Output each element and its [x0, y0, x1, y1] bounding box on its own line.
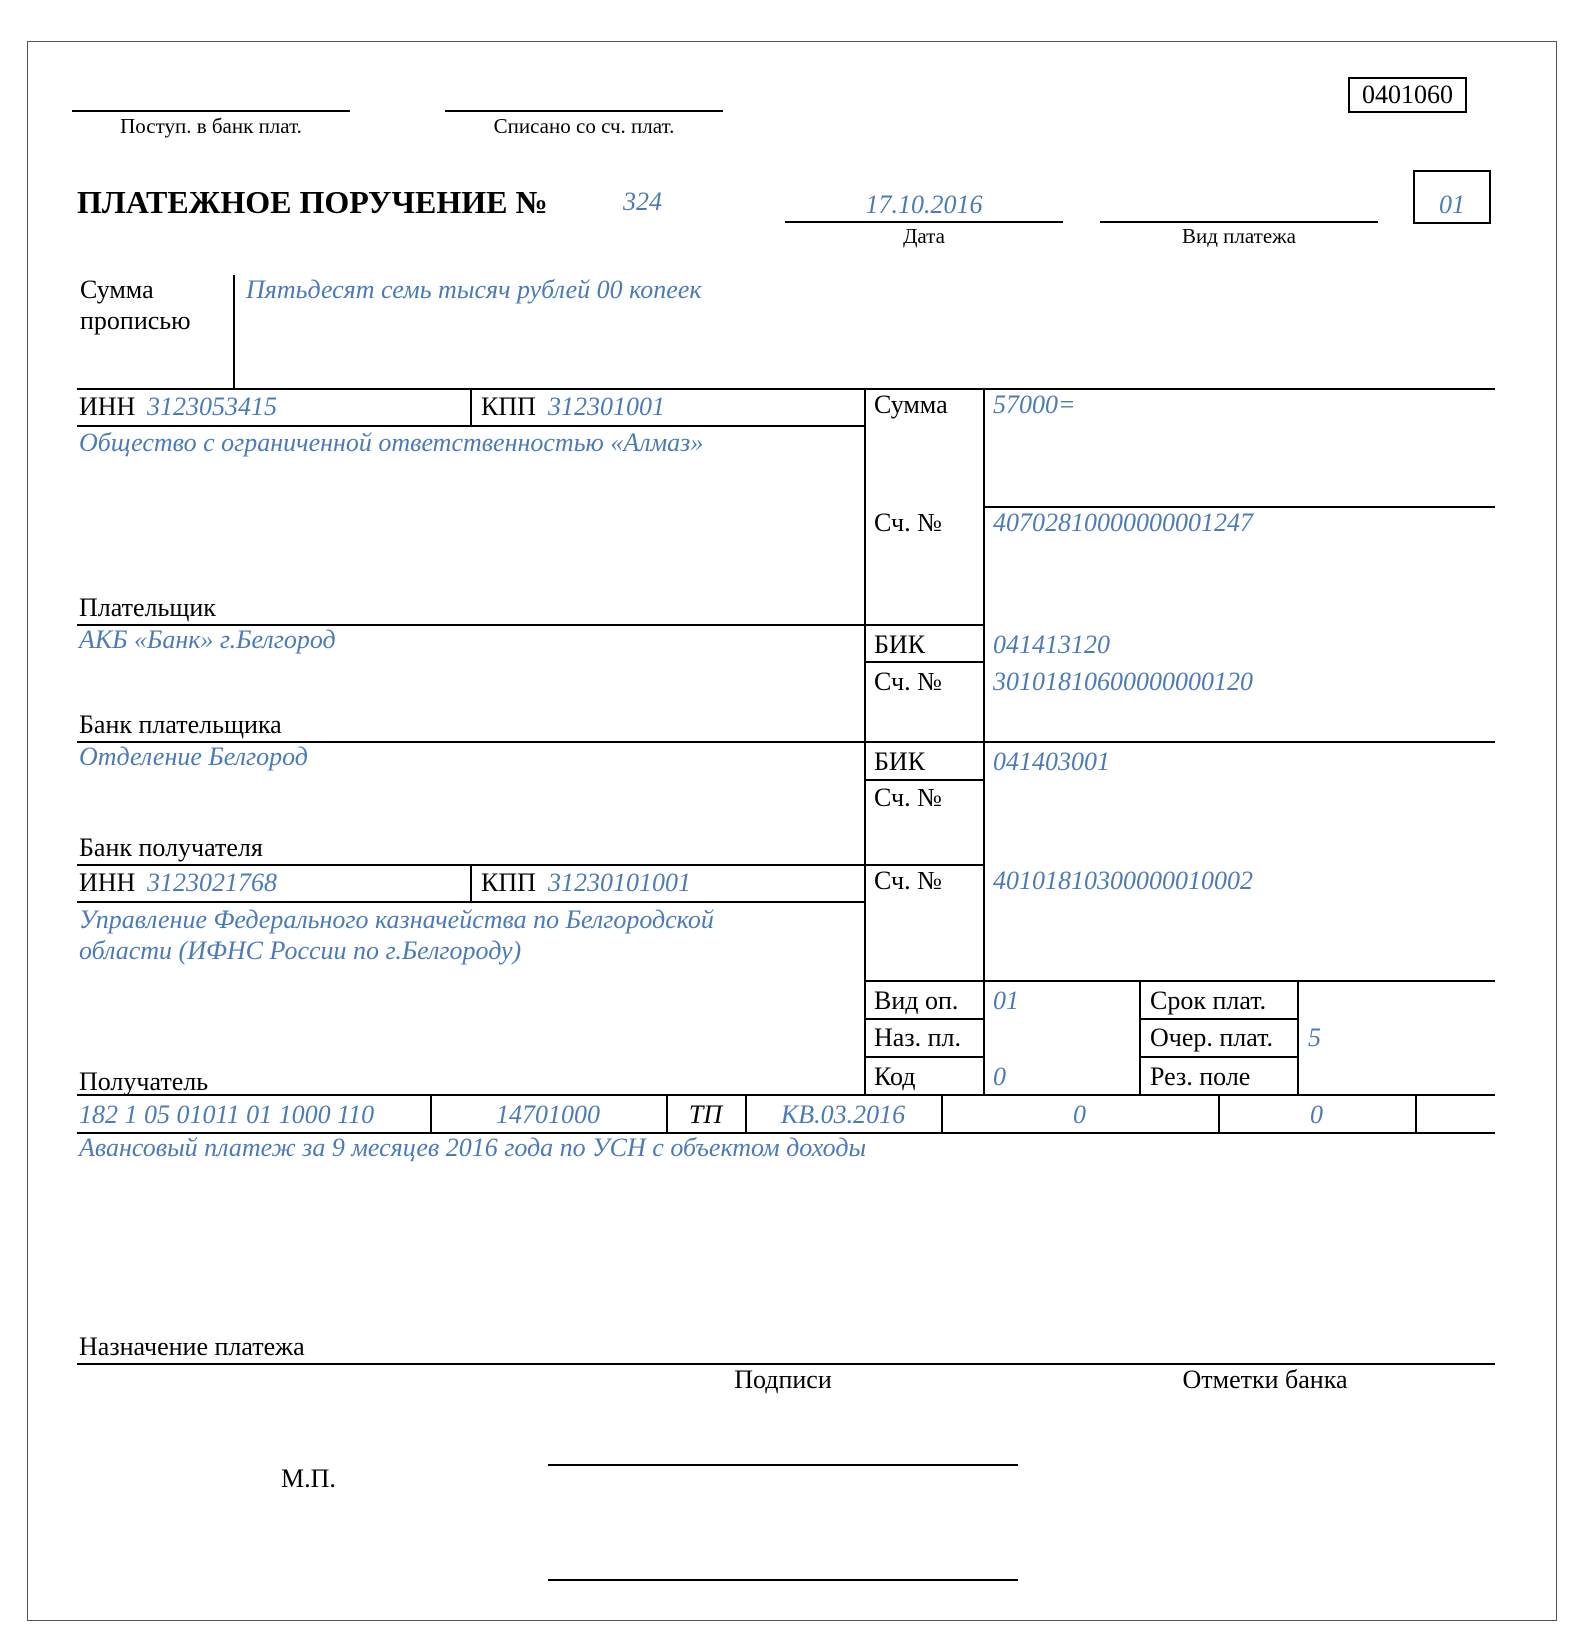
- payment-type-label: Вид платежа: [1181, 224, 1296, 248]
- line-op-1b: [1139, 1018, 1297, 1020]
- line-op-1: [864, 1018, 984, 1020]
- line-op-2: [864, 1056, 984, 1058]
- payer-kpp: 312301001: [548, 392, 665, 421]
- payee-bank-bik: 041403001: [993, 747, 1110, 776]
- payee-bank-bik-label: БИК: [874, 747, 926, 776]
- reserve-label: Рез. поле: [1150, 1062, 1251, 1091]
- amount-words-value: Пятьдесят семь тысяч рублей 00 копеек: [246, 275, 702, 304]
- code-label: Код: [874, 1062, 916, 1091]
- priority-label: Очер. плат.: [1150, 1023, 1274, 1052]
- payer-bank-account: 30101810600000000120: [993, 667, 1253, 696]
- payer-name: Общество с ограниченной ответственностью «Алмаз»: [79, 428, 704, 457]
- amount-label: Сумма: [874, 390, 948, 419]
- v-right-block: [983, 388, 985, 1094]
- v-op-right: [1297, 980, 1299, 1094]
- order-number: 324: [623, 187, 662, 216]
- payer-label: Плательщик: [79, 593, 216, 622]
- v-left-block: [864, 388, 866, 1094]
- signature-line-2: [548, 1579, 1018, 1581]
- purpose-code-label: Наз. пл.: [874, 1023, 961, 1052]
- code-value: 0: [993, 1062, 1006, 1091]
- amount-words-label-2: прописью: [80, 306, 191, 335]
- op-type-label: Вид оп.: [874, 986, 959, 1015]
- signatures-label: Подписи: [734, 1365, 832, 1394]
- tax-period: КВ.03.2016: [780, 1100, 906, 1129]
- payer-kpp-label: КПП: [481, 392, 536, 421]
- priority-value: 5: [1308, 1023, 1321, 1052]
- line-payer-top: [77, 388, 1495, 390]
- payee-inn-label: ИНН: [79, 868, 136, 897]
- payer-account-label: Сч. №: [874, 508, 942, 537]
- payer-account: 40702810000000001247: [993, 508, 1253, 537]
- payer-bank-bik-label: БИК: [874, 630, 926, 659]
- tax-doc-date: 0: [1310, 1100, 1323, 1129]
- op-type: 01: [993, 986, 1019, 1015]
- amount-value: 57000=: [993, 390, 1076, 419]
- payer-inn: 3123053415: [147, 392, 277, 421]
- payee-bank-name: Отделение Белгород: [79, 742, 308, 771]
- date-line: [785, 221, 1063, 223]
- line-payee-bank-bottom: [77, 864, 984, 866]
- payee-name-line-2: области (ИФНС России по г.Белгороду): [79, 936, 522, 965]
- v-tax-6: [1415, 1094, 1417, 1132]
- tax-basis: ТП: [688, 1100, 723, 1129]
- payer-bank-bik: 041413120: [993, 630, 1110, 659]
- payee-kpp: 31230101001: [548, 868, 691, 897]
- payment-type-line: [1100, 221, 1378, 223]
- purpose-label: Назначение платежа: [79, 1332, 305, 1361]
- stamp-label: М.П.: [281, 1464, 336, 1493]
- v-payer-inn-kpp: [470, 388, 472, 425]
- signature-line-1: [548, 1464, 1018, 1466]
- debited-label: Списано со сч. плат.: [493, 114, 675, 138]
- payee-bank-account-label: Сч. №: [874, 783, 942, 812]
- payee-label: Получатель: [79, 1067, 209, 1096]
- bank-marks-label: Отметки банка: [1182, 1365, 1348, 1394]
- due-label: Срок плат.: [1150, 986, 1267, 1015]
- payee-kpp-label: КПП: [481, 868, 536, 897]
- purpose-text: Авансовый платеж за 9 месяцев 2016 года по УСН с объектом доходы: [79, 1133, 867, 1162]
- status-code: 01: [1439, 190, 1465, 219]
- date-label: Дата: [903, 224, 945, 248]
- amount-words-label-1: Сумма: [80, 275, 154, 304]
- payee-inn: 3123021768: [147, 868, 277, 897]
- payer-bank-label: Банк плательщика: [79, 710, 282, 739]
- payee-account: 40101810300000010002: [993, 866, 1253, 895]
- v-op-mid: [1139, 980, 1141, 1094]
- order-date: 17.10.2016: [865, 190, 983, 219]
- line-payee-bank-bik-bottom: [864, 779, 984, 781]
- line-payer-bank-bik-bottom: [864, 661, 984, 663]
- payer-inn-label: ИНН: [79, 392, 136, 421]
- amount-words-divider: [233, 275, 235, 388]
- line-operation-top: [864, 980, 1495, 982]
- debited-line: [445, 110, 723, 112]
- line-op-2b: [1139, 1056, 1297, 1058]
- page-title: ПЛАТЕЖНОЕ ПОРУЧЕНИЕ №: [77, 184, 548, 220]
- line-tax-top: [77, 1094, 1495, 1096]
- form-code: 0401060: [1362, 80, 1453, 109]
- received-line: [72, 110, 350, 112]
- payer-bank-account-label: Сч. №: [874, 667, 942, 696]
- tax-doc-number: 0: [1073, 1100, 1086, 1129]
- line-payer-inn-bottom: [77, 425, 864, 427]
- payee-account-label: Сч. №: [874, 866, 942, 895]
- payee-name-line-1: Управление Федерального казначейства по Белгородской: [79, 905, 714, 934]
- tax-kbk: 182 1 05 01011 01 1000 110: [79, 1100, 375, 1129]
- received-label: Поступ. в банк плат.: [120, 114, 302, 138]
- line-payee-inn-bottom: [77, 901, 864, 903]
- tax-oktmo: 14701000: [496, 1100, 600, 1129]
- v-payee-inn-kpp: [470, 864, 472, 901]
- payer-bank-name: АКБ «Банк» г.Белгород: [79, 625, 336, 654]
- payee-bank-label: Банк получателя: [79, 833, 263, 862]
